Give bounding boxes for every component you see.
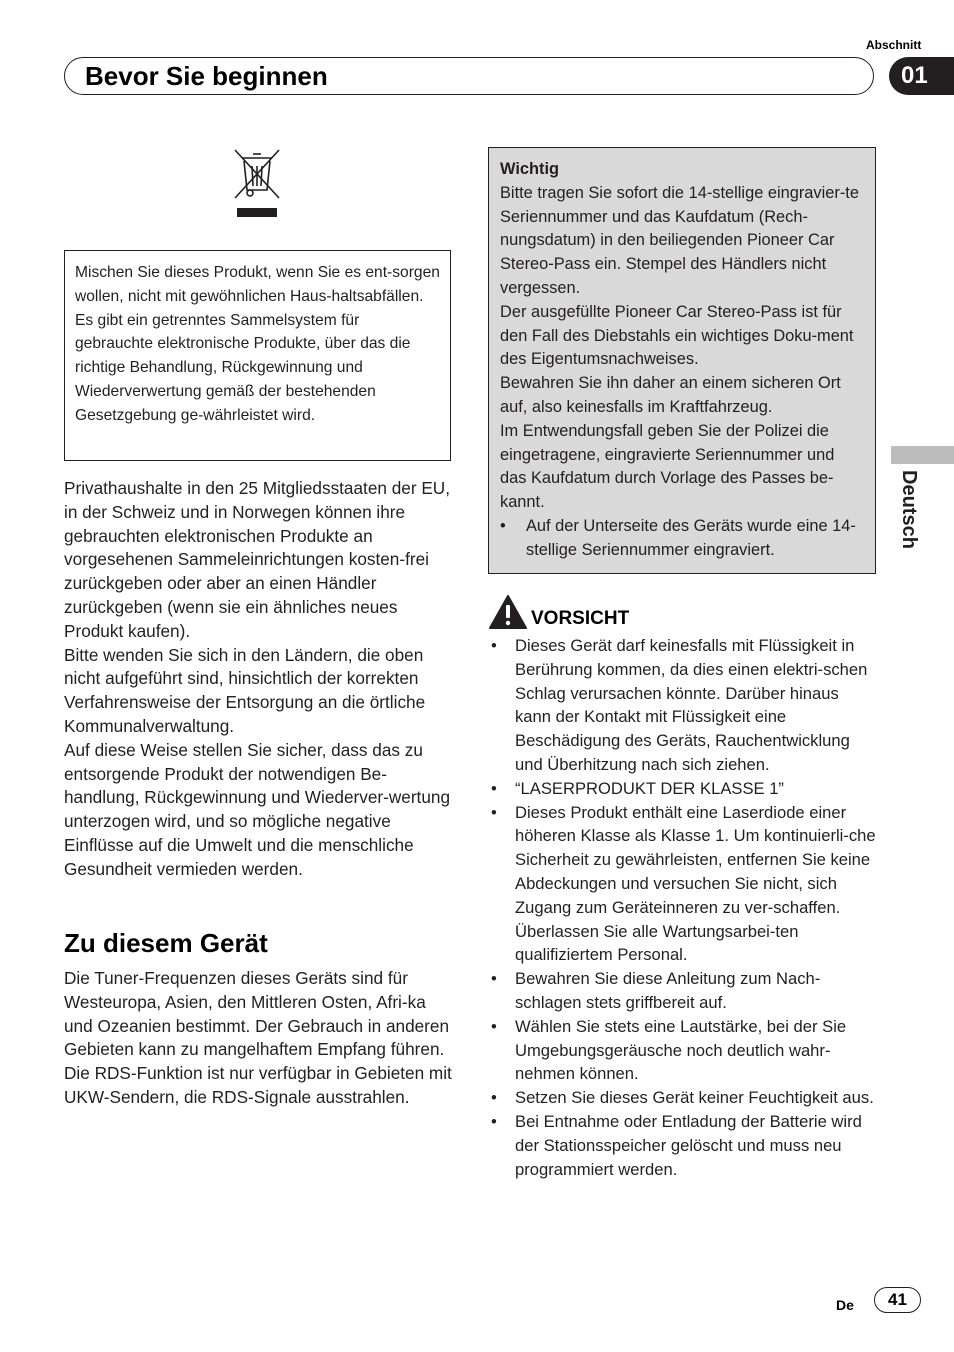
list-item: • Auf der Unterseite des Geräts wurde eine 14-stellige Seriennummer eingraviert. — [500, 515, 865, 563]
list-item: • “LASERPRODUKT DER KLASSE 1” — [489, 777, 879, 801]
paragraph: Bewahren Sie ihn daher an einem sicheren Ort auf, also keinesfalls im Kraftfahrzeug. — [500, 374, 841, 416]
paragraph: Privathaushalte in den 25 Mitgliedsstaaten der EU, in der Schweiz und in Norwegen können ihre gebrauchten elektronischen Produkte an vorgesehenen Sammeleinrichtungen kosten-frei zurückgeben oder aber an einen Händler zurückgeben (wenn sie ein ähnliches neues Produkt kaufen). — [64, 478, 450, 641]
language-tab-marker — [891, 446, 954, 464]
warning-triangle-icon — [488, 594, 528, 630]
about-device-heading: Zu diesem Gerät — [64, 928, 268, 958]
about-device-text — [64, 967, 456, 1110]
important-bullets — [500, 515, 865, 563]
disposal-notice-box — [64, 250, 451, 461]
list-item: • Dieses Gerät darf keinesfalls mit Flüssigkeit in Berührung kommen, da dies einen elektri-schen Schlag verursachen könnte. Darüber hinaus kann der Kontakt mit Flüssigkeit eine Beschädigung des Geräts, Rauchentwicklung und Überhitzung nach sich ziehen. — [489, 634, 879, 777]
list-item: • Setzen Sie dieses Gerät keiner Feuchtigkeit aus. — [489, 1086, 879, 1110]
list-item: • Bewahren Sie diese Anleitung zum Nach-schlagen stets griffbereit auf. — [489, 967, 879, 1015]
page-number: 41 — [874, 1287, 921, 1313]
paragraph: Der ausgefüllte Pioneer Car Stereo-Pass ist für den Fall des Diebstahls ein wichtiges Doku-ment des Eigentumsnachweises. — [500, 302, 854, 369]
paragraph: Bitte tragen Sie sofort die 14-stellige eingravier-te Seriennummer und das Kaufdatum (Rech-nungsdatum) in den beiliegenden Pioneer Car Stereo-Pass ein. Stempel des Händlers nicht vergessen. — [500, 183, 859, 297]
section-label: Abschnitt — [866, 38, 922, 52]
section-number-badge: 01 — [889, 57, 954, 95]
caution-title: VORSICHT — [531, 608, 630, 629]
list-item: • Wählen Sie stets eine Lautstärke, bei der Sie Umgebungsgeräusche noch deutlich wahr-nehmen können. — [489, 1015, 879, 1086]
page-title: Bevor Sie beginnen — [85, 61, 328, 91]
language-tab-label: Deutsch — [898, 470, 920, 549]
important-title: Wichtig — [500, 160, 560, 178]
caution-list — [489, 634, 879, 1181]
disposal-info-text — [64, 477, 456, 882]
paragraph: Auf diese Weise stellen Sie sicher, dass das zu entsorgende Produkt der notwendigen Be-handlung, Rückgewinnung und Wiederver-wertung unterzogen wird, und so mögliche negative Einflüsse auf die Umwelt und die menschliche Gesundheit vermieden werden. — [64, 739, 450, 879]
crossed-bin-icon — [232, 148, 282, 220]
important-box — [488, 147, 876, 574]
footer-language-code: De — [836, 1297, 854, 1313]
disposal-notice-text: Mischen Sie dieses Produkt, wenn Sie es ent-sorgen wollen, nicht mit gewöhnlichen Haus-haltsabfällen. Es gibt ein getrenntes Sammelsystem für gebrauchte elektronische Produkte, über das die richtige Behandlung, Rückgewinnung und Wiederverwertung gemäß der bestehenden Gesetzgebung ge-währleistet wird. — [75, 264, 440, 424]
list-item: • Bei Entnahme oder Entladung der Batterie wird der Stationsspeicher gelöscht und muss neu programmiert werden. — [489, 1110, 879, 1181]
list-item: • Dieses Produkt enthält eine Laserdiode einer höheren Klasse als Klasse 1. Um kontinuierli-che Sicherheit zu gewährleisten, entfernen Sie keine Abdeckungen und versuchen Sie nicht, sich Zugang zum Geräteinneren zu ver-schaffen. Überlassen Sie alle Wartungsarbei-ten qualifiziertem Personal. — [489, 801, 879, 968]
paragraph: Bitte wenden Sie sich in den Ländern, die oben nicht aufgeführt sind, hinsichtlich der korrekten Verfahrensweise der Entsorgung an die örtliche Kommunalverwaltung. — [64, 644, 426, 736]
paragraph: Im Entwendungsfall geben Sie der Polizei die eingetragene, eingravierte Seriennummer und das Kaufdatum durch Vorlage des Passes be-kannt. — [500, 421, 835, 512]
paragraph: Die Tuner-Frequenzen dieses Geräts sind für Westeuropa, Asien, den Mittleren Osten, Afri-ka und Ozeanien bestimmt. Der Gebrauch in anderen Gebieten kann zu mangelhaftem Empfang führen. Die RDS-Funktion ist nur verfügbar in Gebieten mit UKW-Sendern, die RDS-Signale ausstrahlen. — [64, 968, 452, 1107]
